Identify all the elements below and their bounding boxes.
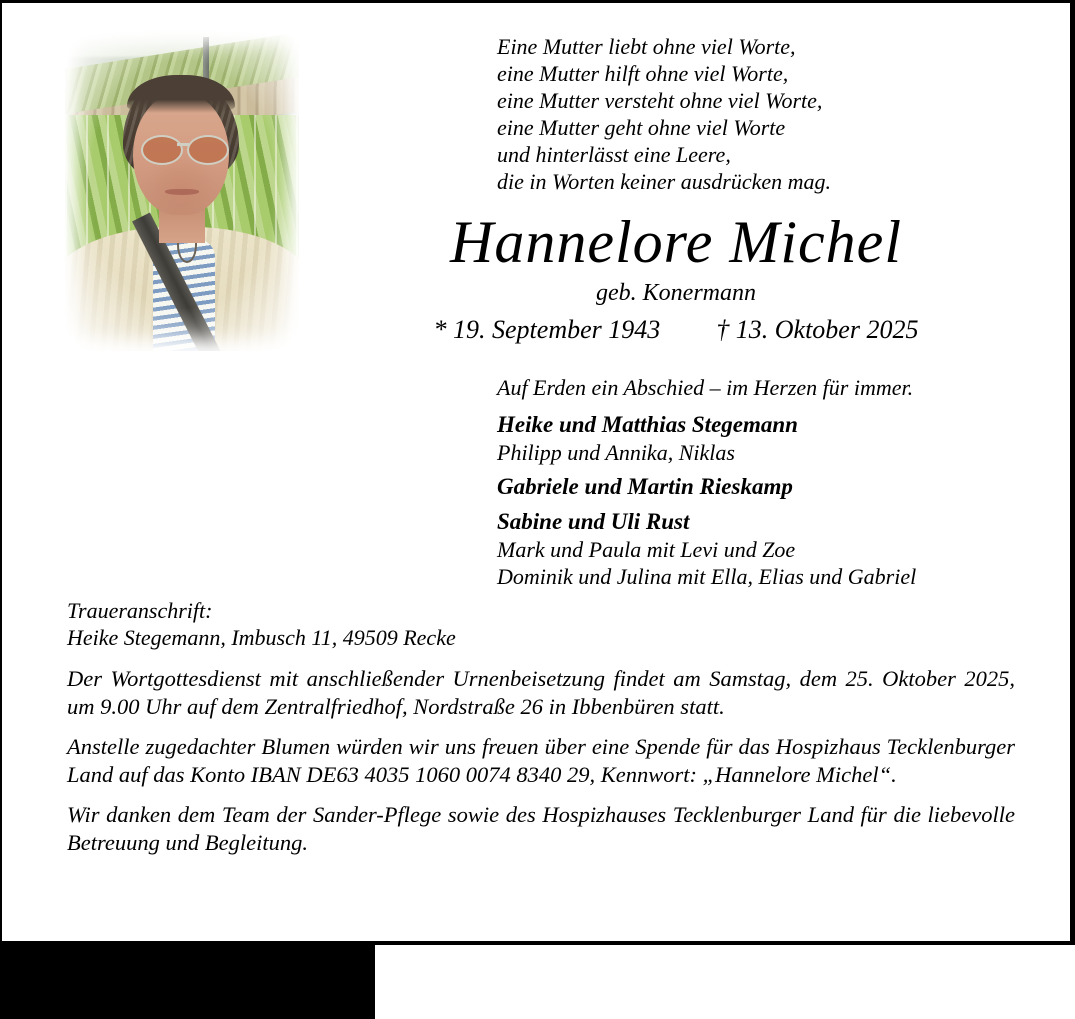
mourner-line: Dominik und Julina mit Ella, Elias und Gabriel [497,564,917,589]
death-date: † 13. Oktober 2025 [716,315,919,344]
maiden-name: geb. Konermann [596,280,756,306]
mourning-address [67,597,1017,651]
poem-line: Eine Mutter liebt ohne viel Worte, [497,34,796,59]
service-paragraph: Der Wortgottesdienst mit anschließender Urnenbeisetzung findet am Samstag, dem 25. Oktober 2025, um 9.00 Uhr auf dem Zentralfriedhof, Nordstraße 26 in Ibbenbüren statt. [67,666,1015,719]
poem-line: eine Mutter hilft ohne viel Worte, [497,61,789,86]
deceased-name: Hannelore Michel [450,209,902,275]
mourner-line: Gabriele und Martin Rieskamp [497,474,793,499]
donation-paragraph: Anstelle zugedachter Blumen würden wir uns freuen über eine Spende für das Hospizhaus Tecklenburger Land auf das Konto IBAN DE63 4035 1060 0074 8340 29, Kennwort: „Hannelore Michel“. [67,734,1015,787]
mourner-line: Heike und Matthias Stegemann [497,412,798,437]
address-label: Traueranschrift: [67,598,213,623]
poem-line: eine Mutter versteht ohne viel Worte, [497,88,823,113]
birth-date: * 19. September 1943 [433,315,661,344]
life-dates [337,315,1015,345]
mourners-block [497,374,1022,590]
mourner-line: Mark und Paula mit Levi und Zoe [497,537,796,562]
photo-feather-vignette [65,31,299,351]
thanks-paragraph: Wir danken dem Team der Sander-Pflege sowie des Hospizhauses Tecklenburger Land für die liebevolle Betreuung und Begleitung. [67,802,1015,855]
poem-line: und hinterlässt eine Leere, [497,142,731,167]
mourner-line: Philipp und Annika, Niklas [497,440,735,465]
farewell-line: Auf Erden ein Abschied – im Herzen für immer. [497,375,914,400]
memorial-poem [497,33,1022,195]
poem-line: die in Worten keiner ausdrücken mag. [497,169,832,194]
notice-paragraphs [67,665,1015,857]
redaction-block [0,943,375,1019]
mourner-line: Sabine und Uli Rust [497,509,690,534]
poem-line: eine Mutter geht ohne viel Worte [497,115,786,140]
memorial-photo [65,31,299,351]
address-line: Heike Stegemann, Imbusch 11, 49509 Recke [67,625,456,650]
name-block [337,209,1015,345]
